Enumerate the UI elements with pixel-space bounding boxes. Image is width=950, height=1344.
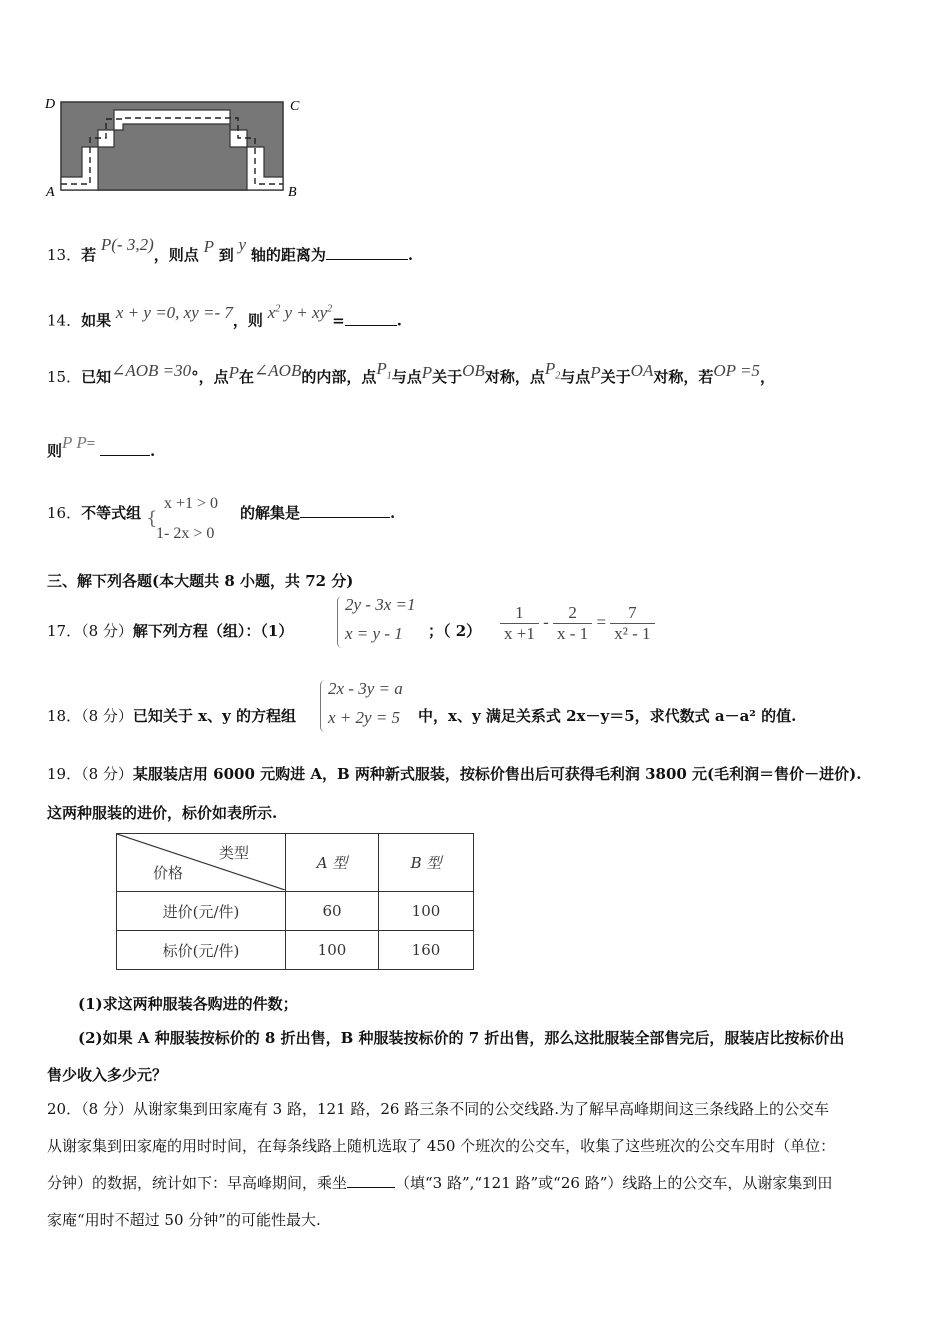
q15-end: . xyxy=(149,442,156,460)
q17-equation-1: 2y - 3x =1 xyxy=(345,595,416,614)
q14-text2: ，则 xyxy=(232,311,263,330)
cell-b: 100 xyxy=(379,892,474,931)
section-3-title: 三、解下列各题(本大题共 8 小题，共 72 分) xyxy=(47,572,354,590)
q15-eq: = xyxy=(86,436,96,452)
q20-line3 xyxy=(47,1172,832,1194)
q17-equation-2: x = y - 1 xyxy=(345,624,403,643)
table-header-row xyxy=(117,834,474,892)
q19-line2: 这两种服装的进价，标价如表所示. xyxy=(47,804,278,822)
cell-b: 160 xyxy=(379,931,474,970)
q15-oa: OA xyxy=(630,361,654,380)
q20-line4: 家庵“用时不超过 50 分钟”的可能性最大. xyxy=(47,1211,321,1229)
q16-number: 16． xyxy=(47,504,82,522)
cell-a: 100 xyxy=(286,931,379,970)
q20-score: （8 分） xyxy=(81,1100,133,1118)
q17-system-brace xyxy=(337,596,342,648)
q16-inequality-1: x +1 > 0 xyxy=(164,495,219,512)
q17-frac2-num: 2 xyxy=(553,603,592,624)
q15-p: P xyxy=(228,363,240,382)
q15-text8: 关于 xyxy=(600,368,631,386)
q13-number: 13． xyxy=(47,246,82,264)
q14-text1: 如果 xyxy=(81,311,112,330)
q19-line1: 某服装店用 6000 元购进 A，B 两种新式服装，按标价售出后可获得毛利润 3800 元(毛利润＝售价－进价). xyxy=(132,765,862,783)
q16-end: . xyxy=(390,504,396,522)
header-a: A 型 xyxy=(286,834,379,892)
table-row xyxy=(117,892,474,931)
q15-text6: 关于 xyxy=(432,368,463,386)
q17-fraction-equation xyxy=(500,603,655,644)
q15-text9: 对称，若 xyxy=(653,368,714,386)
q15-text10: ， xyxy=(759,368,775,386)
q15-p1-sub: 1 xyxy=(386,370,392,382)
price-table xyxy=(116,833,474,970)
q15-text4: 的内部，点 xyxy=(301,368,377,386)
question-16 xyxy=(47,502,141,524)
q17-score: （8 分） xyxy=(81,622,133,640)
q15-op: OP =5 xyxy=(713,361,760,380)
q19-sub2-line1: (2)如果 A 种服装按标价的 8 折出售，B 种服装按标价的 7 折出售，那么这批服装全部售完后，服装店比按标价出 xyxy=(78,1029,845,1047)
label-c: C xyxy=(290,99,300,114)
q20-number: 20． xyxy=(47,1100,82,1118)
q13-answer-blank[interactable] xyxy=(326,245,408,260)
q15-text3: 在 xyxy=(239,368,255,386)
row-label: 进价(元/件) xyxy=(117,892,286,931)
q15-text1: 已知 xyxy=(81,368,112,386)
q15-p1: P xyxy=(376,359,387,378)
q20-line3a: 分钟）的数据，统计如下：早高峰期间，乘坐 xyxy=(47,1174,348,1192)
q13-end: . xyxy=(407,246,414,264)
question-16-tail xyxy=(240,502,395,524)
row-label: 标价(元/件) xyxy=(117,931,286,970)
q20-line1: 从谢家集到田家庵有 3 路，121 路，26 路三条不同的公交线路.为了解早高峰期间这三条线路上的公交车 xyxy=(132,1100,830,1118)
q13-y: y xyxy=(238,235,247,254)
q18-system-brace xyxy=(320,680,325,732)
question-18 xyxy=(47,705,296,727)
q18-text2: 中，x、y 满足关系式 2x－y＝5，求代数式 a－a² 的值. xyxy=(418,707,797,725)
q15-ob: OB xyxy=(462,361,485,380)
q17-separator: ；（ 2） xyxy=(428,622,482,640)
q20-answer-blank[interactable] xyxy=(347,1173,395,1188)
question-14: 14．如果 x + y =0, xy =- 7，则 $x^2$ $y + xy^2=$ . xyxy=(47,302,402,330)
question-15-line2 xyxy=(47,433,156,463)
q17-minus: - xyxy=(543,612,549,632)
q18-score: （8 分） xyxy=(81,707,133,725)
q17-frac3-num: 7 xyxy=(610,603,654,624)
q20-line3b: （填“3 路”,“121 路”或“26 路”）线路上的公交车，从谢家集到田 xyxy=(395,1174,833,1192)
q15-line2-pre: 则 xyxy=(47,442,63,460)
q20-line2: 从谢家集到田家庵的用时时间，在每条线路上随机选取了 450 个班次的公交车，收集了这些班次的公交车用时（单位： xyxy=(47,1137,836,1155)
q15-text7: 对称，点 xyxy=(484,368,545,386)
q17-frac1-num: 1 xyxy=(500,603,539,624)
q14-answer-blank[interactable] xyxy=(345,311,397,326)
geometry-figure xyxy=(40,92,310,204)
q16-text1: 不等式组 xyxy=(81,504,142,522)
q13-text2: ，则点 xyxy=(153,246,199,264)
q14-expr-b: y + xy xyxy=(284,302,328,322)
q16-answer-blank[interactable] xyxy=(300,503,390,518)
q17-number: 17． xyxy=(47,622,82,640)
question-17 xyxy=(47,620,293,642)
q19-sub1: (1)求这两种服装各购进的件数； xyxy=(78,995,298,1013)
question-15: 15．已知∠AOB =30°，点P在∠AOB的内部，点$P_1$与点P关于OB对称，点$P_2$与点P关于OA对称，若OP =5， xyxy=(47,359,775,386)
label-d: D xyxy=(45,97,56,112)
q19-score: （8 分） xyxy=(81,765,133,783)
q17-frac3-den: x² - 1 xyxy=(614,624,651,643)
label-b: B xyxy=(288,185,297,200)
q13-text1: 若 xyxy=(81,246,97,264)
table-row xyxy=(117,931,474,970)
q15-text5: 与点 xyxy=(391,368,422,386)
table-diagonal-header xyxy=(117,834,286,892)
q14-end: . xyxy=(396,311,402,330)
q15-answer-blank[interactable] xyxy=(100,441,150,456)
q14-eq: = xyxy=(332,311,345,330)
header-b: B 型 xyxy=(379,834,474,892)
q17-text1: 解下列方程（组）：（1） xyxy=(132,622,294,640)
q15-angle2: ∠AOB xyxy=(254,361,302,380)
q15-text2: °，点 xyxy=(191,368,229,386)
question-13 xyxy=(47,235,414,266)
q15-p1p2: P P xyxy=(62,433,87,452)
q16-inequality-2: 1- 2x > 0 xyxy=(156,525,215,542)
q18-equation-2: x + 2y = 5 xyxy=(328,708,401,727)
q17-frac1-den: x +1 xyxy=(504,624,535,643)
q14-number: 14． xyxy=(47,311,82,330)
q17-frac2-den: x - 1 xyxy=(557,624,589,643)
q14-expr-a: x xyxy=(267,302,276,322)
q16-brace: { xyxy=(146,508,158,529)
question-20 xyxy=(47,1098,829,1120)
header-type: 类型 xyxy=(218,844,249,862)
q13-p: P xyxy=(203,237,214,256)
q18-number: 18． xyxy=(47,707,82,725)
q13-text3: 到 xyxy=(218,246,234,264)
cell-a: 60 xyxy=(286,892,379,931)
question-19 xyxy=(47,763,861,785)
q18-equation-1: 2x - 3y = a xyxy=(328,679,403,698)
q14-condition: x + y =0, xy =- 7 xyxy=(115,302,233,322)
label-a: A xyxy=(46,185,55,200)
q19-number: 19． xyxy=(47,765,82,783)
q13-text4: 轴的距离为 xyxy=(250,246,326,264)
q15-number: 15． xyxy=(47,368,82,386)
q16-text2: 的解集是 xyxy=(240,504,301,522)
q18-text1: 已知关于 x、y 的方程组 xyxy=(132,707,297,725)
q15-angle: ∠AOB =30 xyxy=(111,361,192,380)
diagonal-line xyxy=(117,834,285,890)
q17-equals: = xyxy=(596,612,607,632)
q15-p2-sub: 2 xyxy=(555,370,561,382)
q13-point: P(- 3,2) xyxy=(100,235,154,254)
q19-sub2-line2: 售少收入多少元？ xyxy=(47,1066,168,1084)
header-price: 价格 xyxy=(153,864,184,882)
